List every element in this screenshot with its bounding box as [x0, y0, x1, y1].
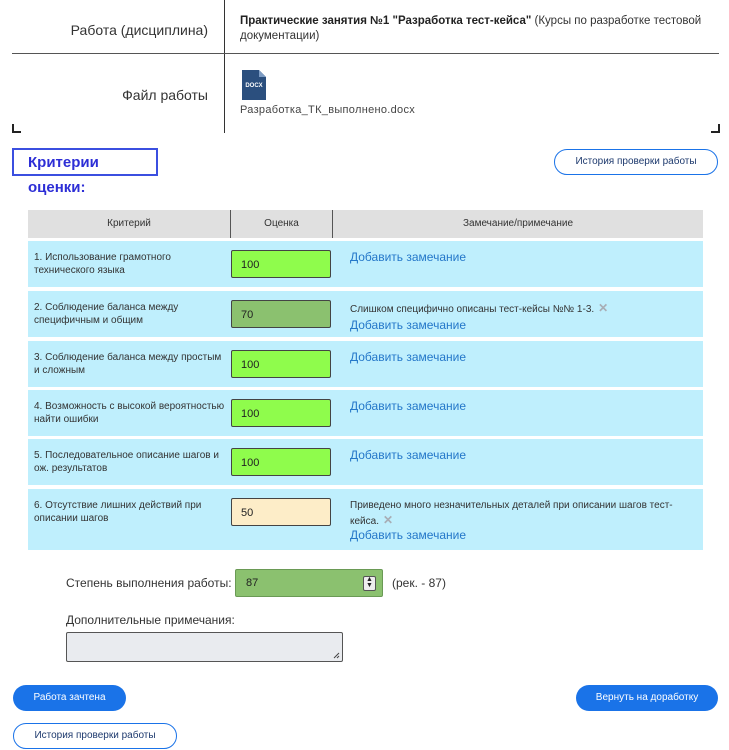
docx-icon-text: DOCX: [245, 83, 263, 89]
resize-handle-icon[interactable]: [333, 652, 340, 659]
file-label: Файл работы: [122, 87, 208, 103]
add-remark-link[interactable]: Добавить замечание: [350, 318, 466, 332]
history-button-bottom[interactable]: История проверки работы: [13, 723, 177, 749]
score-input[interactable]: 100: [231, 350, 331, 378]
add-remark-link[interactable]: Добавить замечание: [350, 399, 466, 413]
header-criterion: Критерий: [107, 218, 151, 229]
add-remark-link[interactable]: Добавить замечание: [350, 250, 466, 264]
criterion-text: 4. Возможность с высокой вероятностью найти ошибки: [34, 401, 225, 425]
completion-label: Степень выполнения работы:: [66, 576, 232, 590]
remark-text: Приведено много незначительных деталей при описании шагов тест-кейса.: [350, 500, 673, 527]
completion-input[interactable]: [235, 569, 383, 597]
recommended-value: (рек. - 87): [392, 576, 446, 590]
table-corner-right: [711, 124, 720, 133]
file-name-link[interactable]: Разработка_ТК_выполнено.docx: [240, 104, 416, 116]
score-input[interactable]: 70: [231, 300, 331, 328]
remove-remark-icon[interactable]: ✕: [598, 301, 609, 315]
criteria-row: [28, 341, 703, 387]
discipline-title: Практические занятия №1 "Разработка тест-кейса": [240, 15, 532, 27]
discipline-label: Работа (дисциплина): [70, 22, 208, 38]
score-input[interactable]: 100: [231, 399, 331, 427]
discipline-value: [240, 14, 710, 44]
info-row-divider: [12, 53, 719, 54]
criterion-text: 5. Последовательное описание шагов и ож. результатов: [34, 450, 219, 474]
remove-remark-icon[interactable]: ✕: [382, 513, 394, 527]
header-score: Оценка: [264, 218, 299, 229]
history-button-top[interactable]: История проверки работы: [554, 149, 718, 175]
remark-item: [350, 499, 690, 529]
info-column-divider: [224, 0, 225, 133]
add-remark-link[interactable]: Добавить замечание: [350, 448, 466, 462]
criterion-text: 3. Соблюдение баланса между простым и сложным: [34, 352, 222, 376]
remark-item: [350, 301, 690, 317]
return-button[interactable]: Вернуть на доработку: [576, 685, 718, 711]
criterion-text: 2. Соблюдение баланса между специфичным и общим: [34, 302, 179, 326]
criterion-text: 6. Отсутствие лишних действий при описании шагов: [34, 500, 202, 524]
header-remark: Замечание/примечание: [462, 218, 574, 229]
notes-textarea[interactable]: [66, 632, 343, 662]
discipline-course: (Курсы по разработке тестовой документации): [240, 15, 702, 42]
score-input[interactable]: 100: [231, 250, 331, 278]
notes-label: Дополнительные примечания:: [66, 613, 235, 627]
criteria-row: [28, 390, 703, 436]
table-corner-left: [12, 124, 21, 133]
docx-file-icon[interactable]: [242, 70, 266, 100]
criteria-title: Критерии оценки:: [12, 148, 158, 176]
add-remark-link[interactable]: Добавить замечание: [350, 350, 466, 364]
add-remark-link[interactable]: Добавить замечание: [350, 528, 466, 542]
score-input[interactable]: 100: [231, 448, 331, 476]
criteria-row: [28, 489, 703, 550]
score-input[interactable]: 50: [231, 498, 331, 526]
criteria-table-header: [28, 210, 703, 238]
accept-button[interactable]: Работа зачтена: [13, 685, 126, 711]
spinner-icon[interactable]: ▲ ▼: [363, 576, 376, 591]
criteria-row: [28, 291, 703, 337]
completion-value: 87: [246, 577, 259, 589]
criterion-text: 1. Использование грамотного технического языка: [34, 252, 171, 276]
remark-text: Слишком специфично описаны тест-кейсы №№ 1-3.: [350, 304, 595, 315]
criteria-row: [28, 241, 703, 287]
criteria-row: [28, 439, 703, 485]
